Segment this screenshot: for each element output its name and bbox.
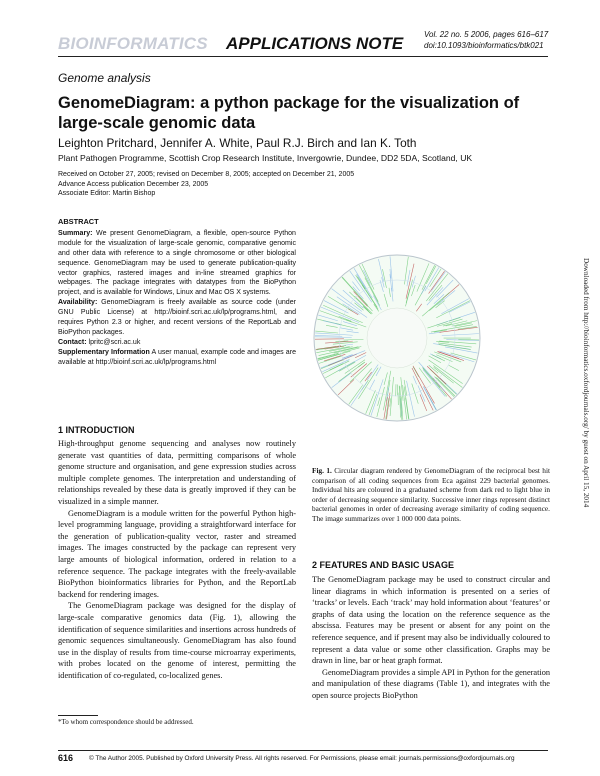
- introduction-heading: 1 INTRODUCTION: [58, 425, 135, 435]
- page-number: 616: [58, 753, 74, 763]
- footer-rule: [58, 750, 548, 751]
- abstract: [58, 217, 296, 368]
- publication-dates: [58, 170, 548, 199]
- abstract-heading: ABSTRACT: [58, 217, 99, 226]
- download-watermark: [581, 258, 591, 618]
- availability-text[interactable]: GenomeDiagram is freely available as source code (under GNU Public License) at http://bioinf.scri.ac.uk/lp/programs.html, and requires Python 2.3 or higher, and recent versions of the ReportLab and BioPython packages.: [58, 299, 296, 336]
- intro-paragraph: GenomeDiagram is a module written for the powerful Python high-level programming language, providing a straightforward interface for the generation of publication-quality vector, raster and streamed images. The images constructed by the package can represent very large amounts of biological information, ordered in relation to a reference sequence. The package integrates with the freely-available BioPython bioinformatics libraries for Python, and the ReportLab backend for rendering images.: [58, 508, 296, 599]
- contact-email[interactable]: lpritc@scri.ac.uk: [88, 338, 141, 346]
- paper-title: GenomeDiagram: a python package for the visualization of large-scale genomic data: [58, 94, 520, 132]
- features-body: [312, 574, 550, 702]
- supplementary-text[interactable]: A user manual, example code and images are available at http://bioinf.scri.ac.uk/lp/programs.html: [58, 348, 296, 366]
- abstract-supplementary: [58, 348, 296, 368]
- copyright-notice: © The Author 2005. Published by Oxford University Press. All rights reserved. For Permissions, please email: journals.permissions@oxfordjournals.org: [89, 755, 515, 762]
- abstract-availability: [58, 298, 296, 338]
- summary-text: We present GenomeDiagram, a flexible, open-source Python module for the visualization of large-scale genomic, comparative genomic and other data with reference to a single chromosome or other biological sequence. GenomeDiagram may be used to generate publication-quality vector graphics, rastered images and in-line streamed graphics for webpages. The package integrates with datatypes from the BioPython project, and is available for Windows, Linux and Mac OS X systems.: [58, 229, 296, 297]
- circular-genome-diagram: [312, 253, 482, 423]
- abstract-contact: [58, 338, 296, 348]
- summary-label: Summary:: [58, 229, 93, 237]
- received-dates: Received on October 27, 2005; revised on December 8, 2005; accepted on December 21, 2005: [58, 171, 355, 178]
- figure-label: Fig. 1.: [312, 466, 332, 475]
- author-list: Leighton Pritchard, Jennifer A. White, Paul R.J. Birch and Ian K. Toth: [58, 136, 417, 150]
- doi-line[interactable]: doi:10.1093/bioinformatics/btk021: [424, 41, 544, 50]
- availability-label: Availability:: [58, 299, 98, 307]
- associate-editor: Associate Editor: Martin Bishop: [58, 190, 156, 197]
- figure-caption: [312, 466, 550, 524]
- features-paragraph: The GenomeDiagram package may be used to construct circular and linear diagrams in which information is presented on a series of ‘tracks’ or levels. Each ‘track’ may hold information about ‘features’ or graphs of data using the location on the reference sequence as the abscissa. Features may be present or absent for any point on the reference sequence, and if present may also be individually coloured to represent a data value or some other classification. Graphs may be drawn in line, bar or heat graph format.: [312, 575, 550, 666]
- download-note-text[interactable]: Downloaded from http://bioinformatics.oxfordjournals.org/ by guest on April 15, 2014: [582, 258, 590, 508]
- volume-info: [424, 29, 574, 51]
- diagram-center: [367, 308, 427, 368]
- intro-paragraph: High-throughput genome sequencing and analyses now routinely generate vast quantities of data, permitting comparisons of whole genome structure and organisation, and gene expression studies across multiple complete genomes. The interpretation and understanding of relationships revealed by these data is greatly improved if they can be visualized in a simple manner.: [58, 439, 296, 506]
- section-label: Genome analysis: [58, 71, 151, 85]
- features-paragraph: GenomeDiagram provides a simple API in Python for the generation and manipulation of these diagrams (Table 1), and integrates with the open source projects BioPython: [312, 667, 550, 700]
- supplementary-label: Supplementary Information: [58, 348, 150, 356]
- volume-line: Vol. 22 no. 5 2006, pages 616–617: [424, 30, 549, 39]
- features-heading: 2 FEATURES AND BASIC USAGE: [312, 560, 455, 570]
- affiliation: Plant Pathogen Programme, Scottish Crop Research Institute, Invergowrie, Dundee, DD2 5DA, Scotland, UK: [58, 153, 473, 163]
- intro-paragraph: The GenomeDiagram package was designed for the display of large-scale comparative genomics data (Fig. 1), allowing the identification of sequence similarities and insertions across hundreds of genomic sequences simultaneously. GenomeDiagram has also found use in the display of results from time-course microarray experiments, with probes located on the genome of interest, permitting the identification of co-regulated, co-localized genes.: [58, 601, 296, 680]
- advance-access: Advance Access publication December 23, 2005: [58, 180, 209, 188]
- correspondence-footnote: *To whom correspondence should be addressed.: [58, 718, 194, 726]
- journal-name: BIOINFORMATICS: [58, 34, 208, 53]
- abstract-summary: [58, 229, 296, 298]
- header-rule: [58, 56, 548, 57]
- contact-label: Contact:: [58, 338, 87, 346]
- introduction-body: [58, 438, 296, 681]
- footnote-rule: [58, 715, 98, 716]
- figure-caption-text: Circular diagram rendered by GenomeDiagram of the reciprocal best hit comparison of all coding sequences from Eca against 229 bacterial genomes. Individual hits are coloured in a graduated scheme from dark red to light blue in order of decreasing sequence similarity. Successive inner rings represent distinct bacterial genomes in order of decreasing average similarity of coding sequence. The image summarizes over 1 000 000 data points.: [312, 466, 550, 523]
- article-type: APPLICATIONS NOTE: [226, 34, 404, 53]
